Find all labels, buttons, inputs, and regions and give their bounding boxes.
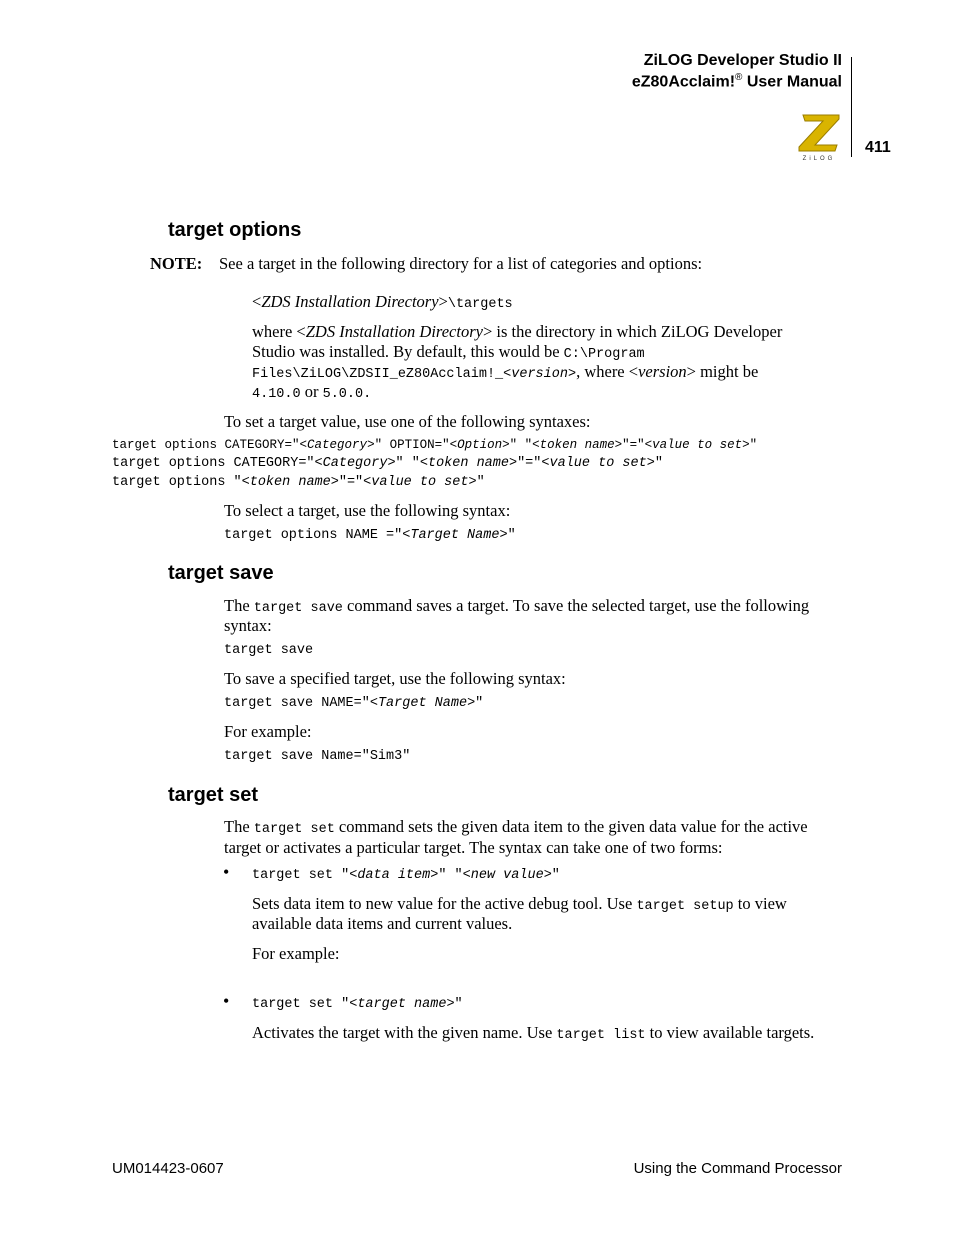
syntax-line-3: target options "<token name>"="<value to set>" <box>112 475 485 490</box>
header-rule <box>851 57 852 157</box>
set-para-line1: The target set command sets the given data item to the given data value for the active <box>224 817 808 837</box>
save-para-line2: syntax: <box>224 616 272 635</box>
set-bullet1-line1: Sets data item to new value for the active debug tool. Use target setup to view <box>252 894 787 914</box>
save-para-2: To save a specified target, use the following syntax: <box>224 669 566 688</box>
zilog-logo <box>795 113 843 161</box>
heading-target-options: target options <box>168 219 302 241</box>
note-text: See a target in the following directory for a list of categories and options: <box>219 254 703 273</box>
select-code: target options NAME ="<Target Name>" <box>224 528 516 543</box>
set-bullet1-line2: available data items and current values. <box>252 914 513 933</box>
page-number: 411 <box>865 139 891 156</box>
set-code-2: target set "<target name>" <box>252 997 463 1012</box>
footer-chapter: Using the Command Processor <box>633 1160 842 1177</box>
heading-target-set: target set <box>168 784 259 806</box>
directory-path: <ZDS Installation Directory>\targets <box>252 292 513 312</box>
where-line4: 4.10.0 or 5.0.0. <box>252 382 372 402</box>
bullet-1: • <box>223 862 230 882</box>
save-code-1: target save <box>224 643 314 658</box>
heading-target-save: target save <box>168 562 274 584</box>
where-line1: where <ZDS Installation Directory> is the directory in which ZiLOG Developer <box>252 322 783 341</box>
save-para-line1: The target save command saves a target. To save the selected target, use the following <box>224 596 810 616</box>
syntax-line-1: target options CATEGORY="<Category>" OPTION="<Option>" "<token name>"="<value to set>" <box>112 438 758 452</box>
save-code-3: target save Name="Sim3" <box>224 749 411 764</box>
header-title-line2: eZ80Acclaim!® User Manual <box>631 72 842 91</box>
syntax-line-2: target options CATEGORY="<Category>" "<token name>"="<value to set>" <box>112 456 663 471</box>
note-label: NOTE: <box>150 254 203 273</box>
set-bullet1-example: For example: <box>252 944 340 963</box>
set-para-line2: target or activates a particular target. The syntax can take one of two forms: <box>224 838 723 857</box>
where-line3: Files\ZiLOG\ZDSII_eZ80Acclaim!_<version>, where <version> might be <box>252 362 759 382</box>
set-code-1: target set "<data item>" "<new value>" <box>252 868 560 883</box>
save-code-2: target save NAME="<Target Name>" <box>224 696 484 711</box>
bullet-2: • <box>223 991 230 1011</box>
set-bullet2-text: Activates the target with the given name. Use target list to view available targets. <box>252 1023 815 1043</box>
select-intro: To select a target, use the following syntax: <box>224 501 511 520</box>
syntaxes-intro: To set a target value, use one of the following syntaxes: <box>224 412 591 431</box>
svg-text:ZiLOG: ZiLOG <box>802 156 836 161</box>
save-para-3: For example: <box>224 722 312 741</box>
header-title-line1: ZiLOG Developer Studio II <box>643 52 842 69</box>
footer-doc-number: UM014423-0607 <box>112 1160 224 1177</box>
where-line2: Studio was installed. By default, this would be C:\Program <box>252 342 645 362</box>
